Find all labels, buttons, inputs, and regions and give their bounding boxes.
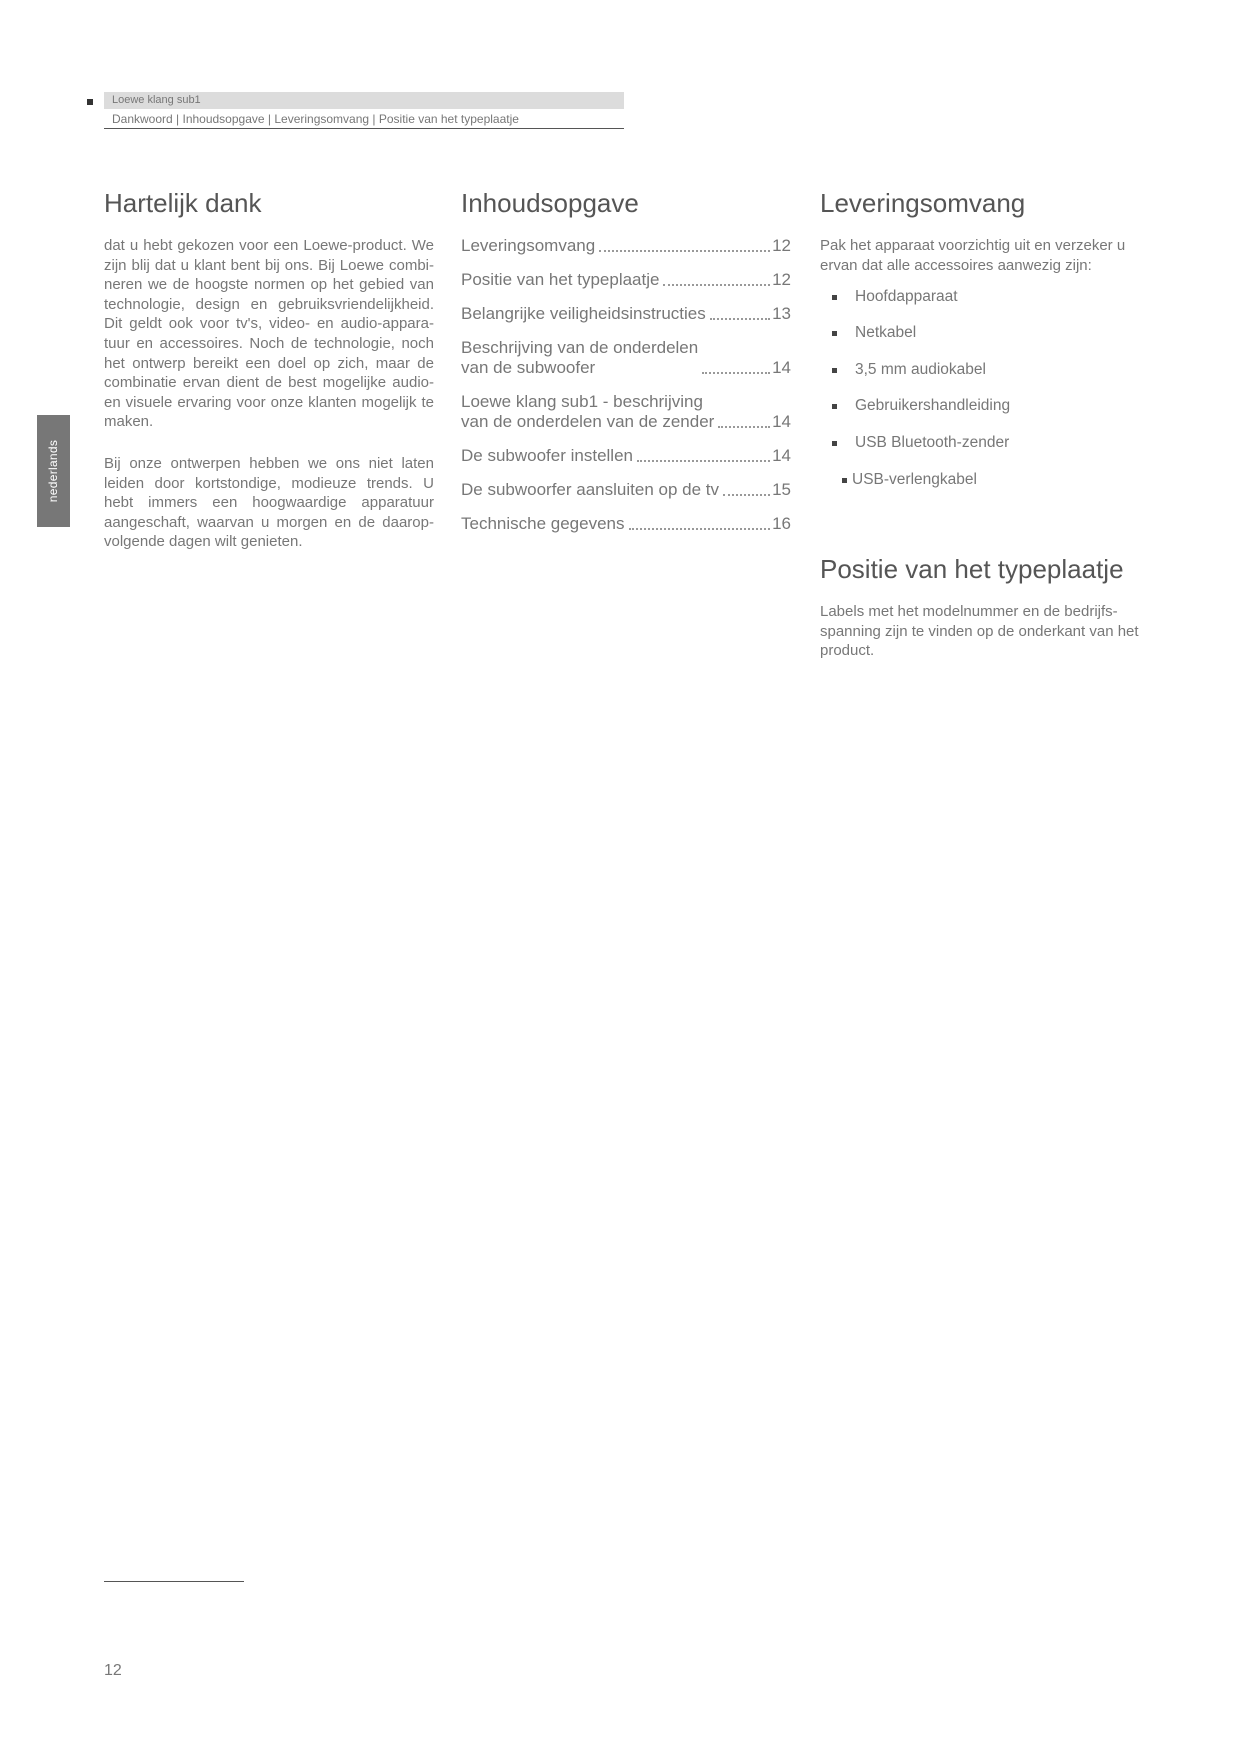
toc-leader	[702, 371, 770, 374]
toc-item-page: 16	[772, 514, 791, 533]
list-item-text: USB Bluetooth-zender	[855, 434, 1010, 452]
list-item	[820, 470, 1150, 490]
toc-item[interactable]	[461, 236, 791, 256]
thanks-paragraph-1: dat u hebt gekozen voor een Loewe-product. We zijn blij dat u klant bent bij ons. Bij Loewe combineren we de hoogste normen op het gebied van technologie, design en gebruiksvriendelijkheid. Dit geldt ook voor tv's, video- en audio-apparatuur en accessoires. Noch de technologie, noch het ontwerp bereikt een doel op zich, maar de combinatie ervan dient de best mogelijke audio- en visuele ervaring voor onze klanten mogelijk te maken.	[104, 237, 434, 431]
toc-item[interactable]	[461, 304, 791, 324]
toc-item-text: Leveringsomvang	[461, 236, 596, 255]
language-side-tab-label: nederlands	[46, 439, 61, 503]
bullet-icon	[832, 295, 837, 300]
bullet-icon	[832, 368, 837, 373]
list-item-text: USB-verlengkabel	[852, 471, 977, 489]
list-item	[820, 360, 1150, 380]
list-item-text: Netkabel	[855, 324, 917, 342]
thanks-paragraph-2: Bij onze ontwerpen hebben we ons niet laten leiden door kortstondige, modieuze trends. U hebt immers een hoogwaardige apparatuur aangeschaft, waarvan u morgen en de daaropvolgende dagen wilt genieten.	[104, 454, 434, 551]
toc-item-page: 14	[772, 446, 791, 465]
thanks-title: Hartelijk dank	[104, 188, 262, 218]
list-item-text: 3,5 mm audiokabel	[855, 361, 986, 379]
toc-item-text: Positie van het typeplaatje	[461, 270, 660, 289]
list-item-text: Gebruikershandleiding	[855, 397, 1011, 415]
toc-leader	[723, 493, 770, 496]
thanks-section	[104, 188, 434, 552]
typeplate-text: Labels met het modelnummer en de bedrijfsspanning zijn te vinden op de onderkant van het product.	[820, 603, 1139, 660]
typeplate-title: Positie van het typeplaatje	[820, 554, 1124, 584]
toc-item-text: De subwoorfer aansluiten op de tv	[461, 480, 719, 499]
toc-leader	[629, 527, 771, 530]
toc-section	[461, 188, 791, 548]
toc-item[interactable]	[461, 338, 791, 378]
header-rule	[104, 128, 624, 129]
toc-item-page: 12	[772, 270, 791, 289]
list-item	[820, 287, 1150, 307]
page-number: 12	[104, 1662, 122, 1679]
delivery-section	[820, 188, 1150, 490]
toc-list	[461, 236, 791, 534]
bullet-icon	[832, 331, 837, 336]
toc-item[interactable]	[461, 392, 791, 432]
breadcrumb: Dankwoord | Inhoudsopgave | Leveringsomvang | Positie van het typeplaatje	[112, 112, 519, 126]
typeplate-section	[820, 554, 1150, 661]
toc-item[interactable]	[461, 480, 791, 500]
bullet-icon	[832, 404, 837, 409]
toc-item[interactable]	[461, 446, 791, 466]
toc-item-page: 13	[772, 304, 791, 323]
toc-leader	[637, 459, 770, 462]
list-item	[820, 323, 1150, 343]
delivery-intro: Pak het apparaat voorzichtig uit en verzeker u ervan dat alle accessoires aanwezig zijn:	[820, 237, 1126, 274]
toc-item-text: Beschrijving van de onderdelen van de subwoofer	[461, 338, 699, 377]
header-product-name: Loewe klang sub1	[112, 94, 201, 106]
toc-item-text: Loewe klang sub1 - beschrijving van de onderdelen van de zender	[461, 392, 715, 431]
bullet-icon	[832, 441, 837, 446]
language-side-tab-label-wrap	[37, 415, 70, 527]
toc-leader	[599, 249, 770, 252]
toc-item-page: 14	[772, 412, 791, 431]
list-item	[820, 396, 1150, 416]
toc-item-text: De subwoofer instellen	[461, 446, 633, 465]
list-item	[820, 433, 1150, 453]
header-bullet	[87, 99, 93, 105]
footer-rule	[104, 1581, 244, 1582]
toc-leader	[710, 317, 770, 320]
delivery-title: Leveringsomvang	[820, 188, 1026, 218]
delivery-list	[820, 287, 1150, 490]
bullet-icon	[842, 478, 847, 483]
toc-title: Inhoudsopgave	[461, 188, 639, 218]
toc-item-page: 12	[772, 236, 791, 255]
toc-item-text: Belangrijke veiligheidsinstructies	[461, 304, 706, 323]
toc-item[interactable]	[461, 514, 791, 534]
toc-item[interactable]	[461, 270, 791, 290]
toc-item-text: Technische gegevens	[461, 514, 625, 533]
toc-leader	[663, 283, 770, 286]
toc-item-page: 14	[772, 358, 791, 377]
list-item-text: Hoofdapparaat	[855, 288, 958, 306]
toc-item-page: 15	[772, 480, 791, 499]
toc-leader	[718, 425, 770, 428]
